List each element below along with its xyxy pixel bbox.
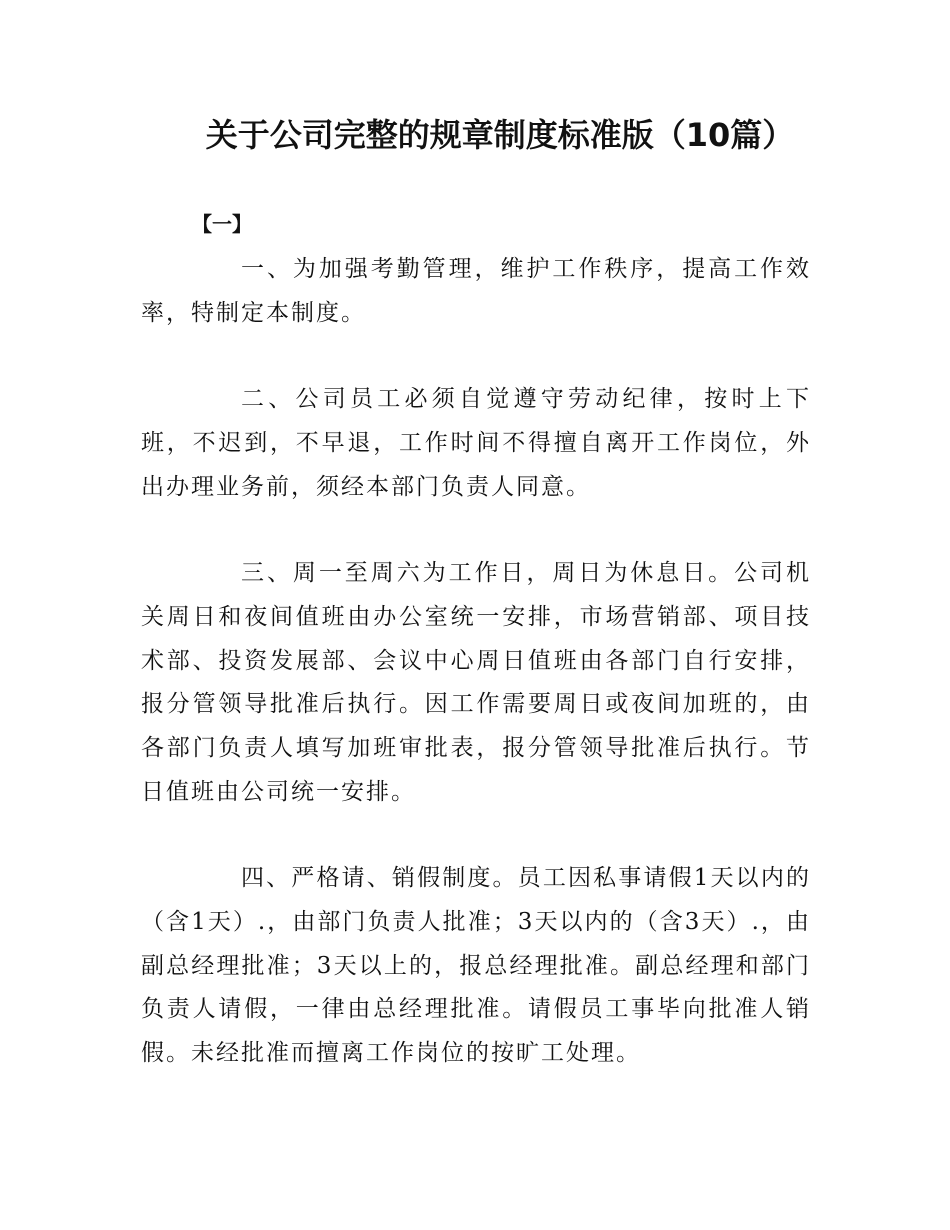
document-title: 关于公司完整的规章制度标准版（10篇） <box>205 116 795 154</box>
paragraph-2: 二、公司员工必须自觉遵守劳动纪律，按时上下班，不迟到，不早退，工作时间不得擅自离开工作岗位，外出办理业务前，须经本部门负责人同意。 <box>141 386 811 500</box>
paragraph-3: 三、周一至周六为工作日，周日为休息日。公司机关周日和夜间值班由办公室统一安排，市场营销部、项目技术部、投资发展部、会议中心周日值班由各部门自行安排，报分管领导批准后执行。因工作需要周日或夜间加班的，由各部门负责人填写加班审批表，报分管领导批准后执行。节日值班由公司统一安排。 <box>141 560 811 805</box>
section-label: 【一】 <box>192 212 252 236</box>
paragraph-1: 一、为加强考勤管理，维护工作秩序，提高工作效率，特制定本制度。 <box>141 256 811 326</box>
paragraph-4: 四、严格请、销假制度。员工因私事请假1天以内的（含1天）.，由部门负责人批准；3天以内的（含3天）.，由副总经理批准；3天以上的，报总经理批准。副总经理和部门负责人请假，一律由总经理批准。请假员工事毕向批准人销假。未经批准而擅离工作岗位的按旷工处理。 <box>141 865 811 1067</box>
